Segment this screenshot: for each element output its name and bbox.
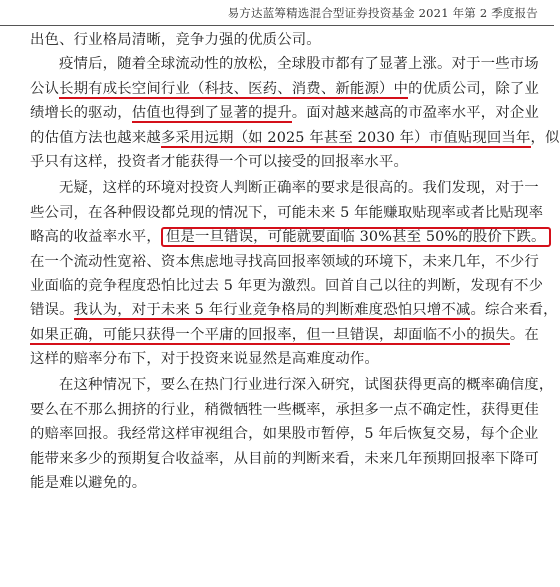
red-underline-highlight: 我认为，对于未来 5 年行业竞争格局的判断难度恐怕只增不减 (73, 302, 471, 319)
text-line: 业面临的竞争程度恐怕比过去 5 年更为激烈。回首自己以往的判断，发现有不少 (30, 277, 544, 294)
text-line (30, 225, 546, 249)
text-line: 能是难以避免的。 (30, 475, 147, 492)
text-line (30, 101, 540, 125)
text-run: 错误。 (30, 302, 74, 319)
red-underline-highlight: 估值也得到了显著的提升 (131, 105, 292, 122)
red-underline-highlight: 如果正确，可能只获得一个平庸的回报率，但一旦错误，却面临不小的损失 (30, 326, 510, 343)
text-line: 能带来多少的预期复合收益率，从目前的判断来看，未来几年预期回报率下降可 (30, 450, 539, 467)
text-run: 的估值方法也越来越 (30, 129, 161, 146)
text-line (30, 77, 540, 101)
text-line: 疫情后，随着全球流动性的放松，全球股市都有了显著上涨。对于一些市场 (59, 56, 539, 73)
text-line (30, 126, 560, 150)
report-header-title: 易方达蓝筹精选混合型证券投资基金 2021 年第 2 季度报告 (227, 6, 538, 20)
text-run: 。面对越来越高的市盈率水平，对企业 (291, 105, 539, 122)
text-line: 这样的赔率分布下，对于投资来说显然是高难度动作。 (30, 351, 379, 368)
text-line (30, 323, 540, 347)
text-line: 些公司，在各种假设都兑现的情况下，可能未来 5 年能赚取贴现率或者比贴现率 (30, 204, 544, 221)
text-line: 出色、行业格局清晰，竞争力强的优质公司。 (30, 32, 321, 48)
text-run: 。在 (509, 326, 539, 343)
text-run: 绩增长的驱动， (30, 105, 132, 122)
text-run: ，似 (530, 129, 560, 146)
text-line: 在这种情况下，要么在热门行业进行深入研究，试图获得更高的概率确信度， (59, 377, 554, 394)
text-line (30, 298, 558, 322)
header-divider (0, 25, 554, 26)
red-underline-highlight: 长期有成长空间行业（科技、医药、消费、新能源）中 (59, 80, 409, 97)
text-run: 公认 (30, 80, 60, 97)
text-line: 乎只有这样，投资者才能获得一个可以接受的回报率水平。 (30, 153, 409, 170)
text-line: 的赔率回报。我经常这样审视组合，如果股市暂停，5 年后恢复交易，每个企业 (30, 426, 539, 443)
red-underline-highlight: 多采用远期（如 2025 年甚至 2030 年）市值贴现回当年 (160, 129, 531, 146)
text-run: 。综合来看， (470, 302, 558, 319)
text-line: 要么在不那么拥挤的行业，稍微牺牲一些概率，承担多一点不确定性，获得更佳 (30, 401, 539, 418)
text-line: 在一个流动性宽裕、资本焦虑地寻找高回报率领域的环境下，未来几年，不少行 (30, 253, 539, 270)
text-run: 略高的收益率水平， (30, 229, 161, 246)
document-body (30, 28, 560, 495)
text-run: 的优质公司，除了业 (408, 80, 539, 97)
text-line: 无疑，这样的环境对投资人判断正确率的要求是很高的。我们发现，对于一 (59, 180, 539, 197)
red-box-highlight: 但是一旦错误，可能就要面临 30%甚至 50%的股价下跌。 (161, 227, 551, 247)
